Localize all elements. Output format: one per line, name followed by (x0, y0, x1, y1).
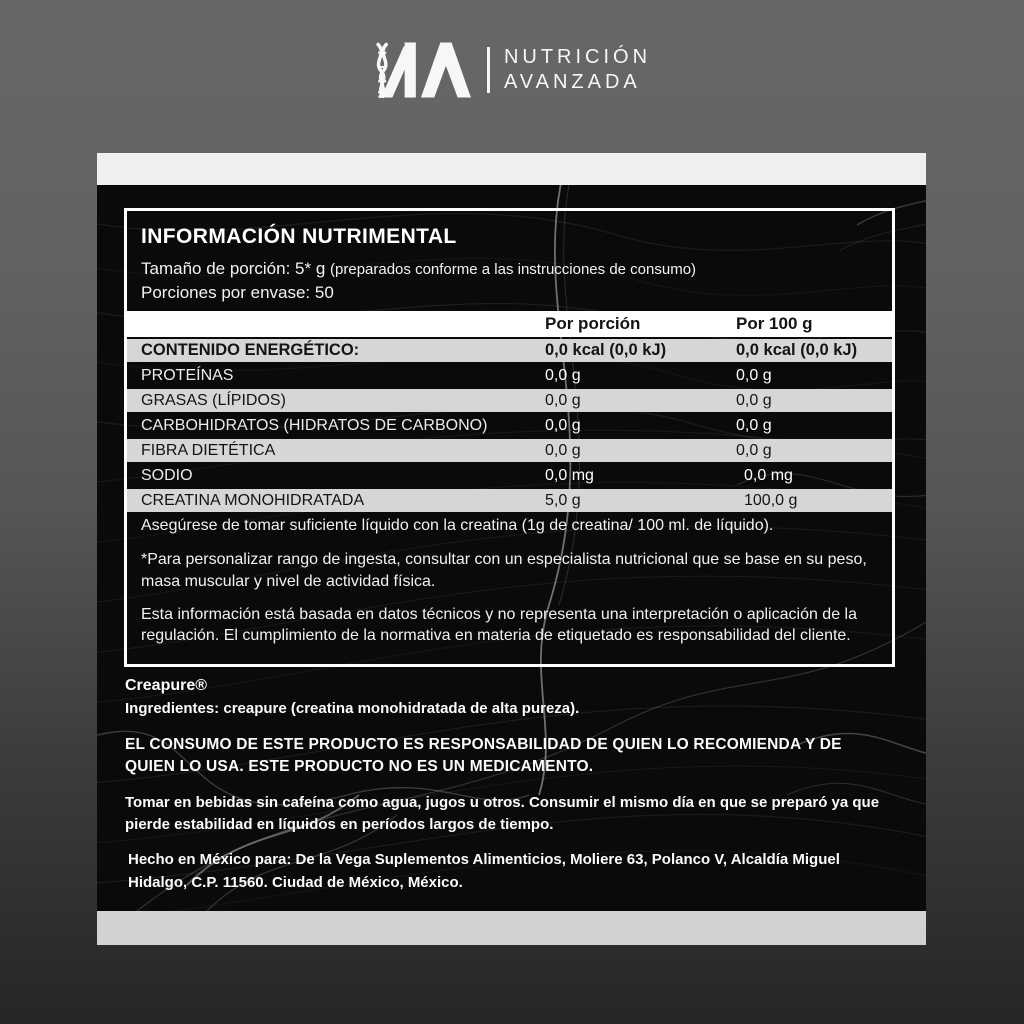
usage-text: Tomar en bebidas sin cafeína como agua, jugos u otros. Consumir el mismo día en que se preparó ya que pierde estabilidad en líquidos en períodos largos de tiempo. (125, 794, 880, 833)
row-per-serving: 0,0 g (545, 366, 581, 384)
row-per-serving: 0,0 g (545, 391, 581, 409)
note-regulation: Esta información está basada en datos técnicos y no representa una interpretación o aplicación de la regulación. El cumplimiento de la normativa en materia de etiquetado es responsabilidad del cliente. (141, 606, 857, 644)
brand-logo (0, 42, 1024, 98)
serving-size-note: (preparados conforme a las instrucciones de consumo) (330, 261, 697, 278)
disclaimer-text: EL CONSUMO DE ESTE PRODUCTO ES RESPONSABILIDAD DE QUIEN LO RECOMIENDA Y DE QUIEN LO USA. ESTE PRODUCTO NO ES UN MEDICAMENTO. (125, 736, 842, 775)
brand-name (504, 45, 651, 95)
panel-top-strip (97, 153, 926, 185)
row-per-100g: 0,0 g (736, 416, 772, 434)
table-row (127, 439, 892, 462)
row-label: CONTENIDO ENERGÉTICO: (141, 341, 360, 359)
label-panel (97, 153, 926, 945)
row-per-serving: 0,0 kcal (0,0 kJ) (545, 341, 667, 359)
table-row (127, 364, 892, 387)
creapure-brand: Creapure® (125, 677, 208, 694)
row-per-100g: 0,0 kcal (0,0 kJ) (736, 341, 858, 359)
brand-name-line2: AVANZADA (503, 71, 641, 93)
row-per-serving: 0,0 mg (545, 466, 594, 484)
notes-block (141, 515, 870, 646)
row-per-100g: 0,0 mg (744, 466, 793, 484)
header-per-serving: Por porción (545, 314, 641, 333)
row-label: FIBRA DIETÉTICA (141, 441, 276, 459)
manufacturer-text: Hecho en México para: De la Vega Suplementos Alimenticios, Moliere 63, Polanco V, Alcaldía Miguel Hidalgo, C.P. 11560. Ciudad de México, México. (128, 851, 840, 891)
ingredients-text: Ingredientes: creapure (creatina monohidratada de alta pureza). (125, 700, 580, 717)
row-label: CARBOHIDRATOS (HIDRATOS DE CARBONO) (141, 416, 488, 434)
note-intake: *Para personalizar rango de ingesta, consultar con un especialista nutricional que se base en su peso, masa muscular y nivel de actividad física. (141, 551, 867, 590)
row-per-100g: 0,0 g (736, 366, 772, 384)
serving-size: Tamaño de porción: 5* g (141, 259, 331, 278)
note-liquid: Asegúrese de tomar suficiente líquido con la creatina (1g de creatina/ 100 ml. de líquido). (141, 517, 774, 534)
row-label: SODIO (141, 466, 193, 484)
nutrition-info-box (124, 208, 895, 667)
panel-body (97, 185, 926, 911)
serving-info (141, 257, 696, 304)
row-per-serving: 0,0 g (545, 441, 581, 459)
footer-block (125, 677, 891, 894)
row-per-serving: 0,0 g (545, 416, 581, 434)
table-header-row (127, 311, 892, 337)
nutrition-table (127, 311, 892, 514)
serving-size-line (141, 257, 696, 281)
row-label: CREATINA MONOHIDRATADA (141, 491, 365, 509)
row-per-100g: 0,0 g (736, 391, 772, 409)
row-per-serving: 5,0 g (545, 491, 581, 509)
brand-divider (487, 47, 490, 93)
row-label: PROTEÍNAS (141, 366, 234, 384)
panel-bottom-strip (97, 911, 926, 945)
nutrition-title: INFORMACIÓN NUTRIMENTAL (141, 225, 457, 248)
table-row (127, 464, 892, 487)
row-per-100g: 100,0 g (744, 491, 798, 509)
table-row (127, 414, 892, 437)
header-per-100g: Por 100 g (736, 314, 813, 333)
table-row (127, 389, 892, 412)
table-row (127, 339, 892, 362)
row-per-100g: 0,0 g (736, 441, 772, 459)
brand-name-line1: NUTRICIÓN (503, 46, 652, 68)
na-monogram-icon (373, 42, 475, 98)
table-row (127, 489, 892, 512)
servings-per-container: Porciones por envase: 50 (141, 283, 334, 302)
row-label: GRASAS (LÍPIDOS) (141, 391, 286, 409)
